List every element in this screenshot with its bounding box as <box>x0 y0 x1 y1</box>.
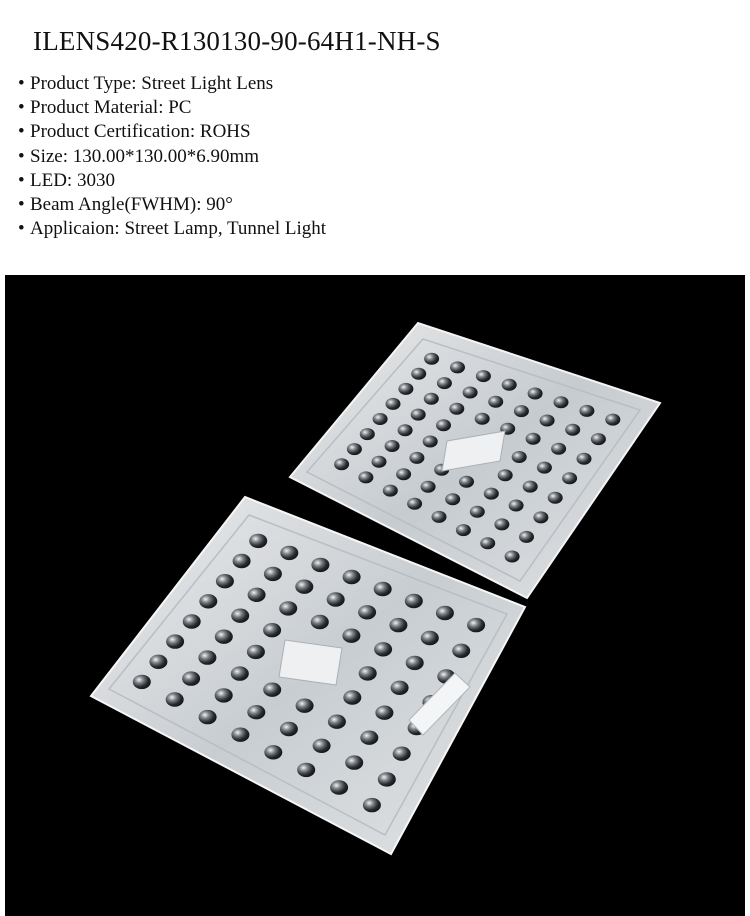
lens-dome <box>358 471 373 483</box>
lens-dome <box>347 443 362 455</box>
spec-item: • Product Type: Street Light Lens <box>18 73 274 94</box>
lens-dome <box>166 634 184 648</box>
lens-dome <box>476 370 491 382</box>
lens-dome <box>297 763 315 777</box>
lens-dome <box>393 747 411 761</box>
lens-dome <box>375 706 393 720</box>
lens-dome <box>565 424 580 436</box>
lens-dome <box>216 574 234 588</box>
spec-list <box>18 72 326 241</box>
lens-dome <box>484 488 499 500</box>
lens-dome <box>406 656 424 670</box>
lens-dome <box>330 780 348 794</box>
lens-dome <box>296 699 314 713</box>
lens-dome <box>358 605 376 619</box>
lens-dome <box>470 506 485 518</box>
lens-dome <box>411 409 426 421</box>
lens-dome <box>512 451 527 463</box>
lens-dome <box>342 629 360 643</box>
lens-dome <box>523 481 538 493</box>
lens-dome <box>591 433 606 445</box>
lens-dome <box>398 424 413 436</box>
lens-dome <box>328 715 346 729</box>
lens-dome <box>396 468 411 480</box>
lens-dome <box>480 537 495 549</box>
lens-dome <box>533 511 548 523</box>
lens-dome <box>334 458 349 470</box>
lens-dome <box>311 558 329 572</box>
lens-dome <box>313 739 331 753</box>
lens-dome <box>343 570 361 584</box>
lens-dome <box>456 524 471 536</box>
lens-dome <box>411 368 426 380</box>
lens-dome <box>398 383 413 395</box>
lens-dome <box>247 645 265 659</box>
lens-dome <box>199 594 217 608</box>
lens-dome <box>149 655 167 669</box>
lens-dome <box>389 618 407 632</box>
lens-dome <box>421 631 439 645</box>
lens-dome <box>231 609 249 623</box>
lens-dome <box>498 469 513 481</box>
lens-dome <box>405 594 423 608</box>
product-photo <box>5 275 745 916</box>
lens-dome <box>577 453 592 465</box>
spec-item: • Applicaion: Street Lamp, Tunnel Light <box>18 218 327 240</box>
spec-item: • Beam Angle(FWHM): 90° <box>18 194 233 216</box>
lens-dome <box>514 405 529 417</box>
lens-dome <box>372 456 387 468</box>
lens-dome <box>421 481 436 493</box>
lens-dome <box>494 518 509 530</box>
lens-dome <box>554 396 569 408</box>
lens-dome <box>488 396 503 408</box>
lens-dome <box>526 433 541 445</box>
lens-dome <box>345 755 363 769</box>
lens-dome <box>437 377 452 389</box>
spec-item: • Product Material: PC <box>18 97 192 119</box>
lens-dome <box>548 492 563 504</box>
lens-dome <box>423 436 438 448</box>
lens-dome <box>280 546 298 560</box>
lens-dome <box>385 440 400 452</box>
lens-dome <box>199 710 217 724</box>
lens-dome <box>449 403 464 415</box>
lens-dome <box>264 745 282 759</box>
lens-dome <box>183 614 201 628</box>
spec-item: • LED: 3030 <box>18 169 115 191</box>
product-title: ILENS420-R130130-90-64H1-NH-S <box>33 26 441 56</box>
lens-dome <box>540 415 555 427</box>
lens-dome <box>295 580 313 594</box>
lens-dome <box>463 387 478 399</box>
lens-dome <box>445 493 460 505</box>
lens-dome <box>327 592 345 606</box>
lens-dome <box>386 398 401 410</box>
lens-dome <box>519 531 534 543</box>
lens-dome <box>359 666 377 680</box>
lens-dome <box>502 379 517 391</box>
lens-dome <box>436 419 451 431</box>
lens-dome <box>231 666 249 680</box>
lens-dome <box>311 615 329 629</box>
lens-dome <box>198 650 216 664</box>
lens-dome <box>432 511 447 523</box>
lens-dome <box>407 498 422 510</box>
lens-dome <box>383 485 398 497</box>
lens-dome <box>450 361 465 373</box>
lens-dome <box>505 551 520 563</box>
lens-dome <box>343 690 361 704</box>
lens-dome <box>475 413 490 425</box>
lens-dome <box>374 582 392 596</box>
lens-dome <box>551 443 566 455</box>
spec-item: • Size: 130.00*130.00*6.90mm <box>18 145 260 167</box>
lens-dome <box>436 606 454 620</box>
lens-dome <box>280 722 298 736</box>
lens-dome <box>409 452 424 464</box>
lens-dome <box>248 588 266 602</box>
lens-dome <box>215 630 233 644</box>
lens-dome <box>424 353 439 365</box>
lens-dome <box>249 534 267 548</box>
lens-dome <box>373 413 388 425</box>
lens-dome <box>182 671 200 685</box>
lens-dome <box>537 462 552 474</box>
lens-dome <box>363 798 381 812</box>
lens-dome <box>562 472 577 484</box>
lens-dome <box>528 388 543 400</box>
lens-dome <box>231 728 249 742</box>
lens-dome <box>459 476 474 488</box>
lens-dome <box>509 500 524 512</box>
lens-dome <box>360 428 375 440</box>
lens-dome <box>264 567 282 581</box>
lens-dome <box>133 675 151 689</box>
lens-dome <box>279 601 297 615</box>
lens-dome <box>467 618 485 632</box>
lens-dome <box>215 688 233 702</box>
lens-dome <box>360 731 378 745</box>
lens-dome <box>263 683 281 697</box>
lens-dome <box>424 393 439 405</box>
lens-dome <box>605 414 620 426</box>
spec-item: • Product Certification: ROHS <box>18 121 251 143</box>
lens-dome <box>452 644 470 658</box>
lens-dome <box>233 554 251 568</box>
lens-dome <box>166 692 184 706</box>
lens-dome <box>391 681 409 695</box>
lens-dome <box>378 772 396 786</box>
lens-illustration <box>5 275 745 916</box>
lens-dome <box>247 705 265 719</box>
lens-dome <box>374 642 392 656</box>
lens-dome <box>263 623 281 637</box>
lens-dome <box>579 405 594 417</box>
